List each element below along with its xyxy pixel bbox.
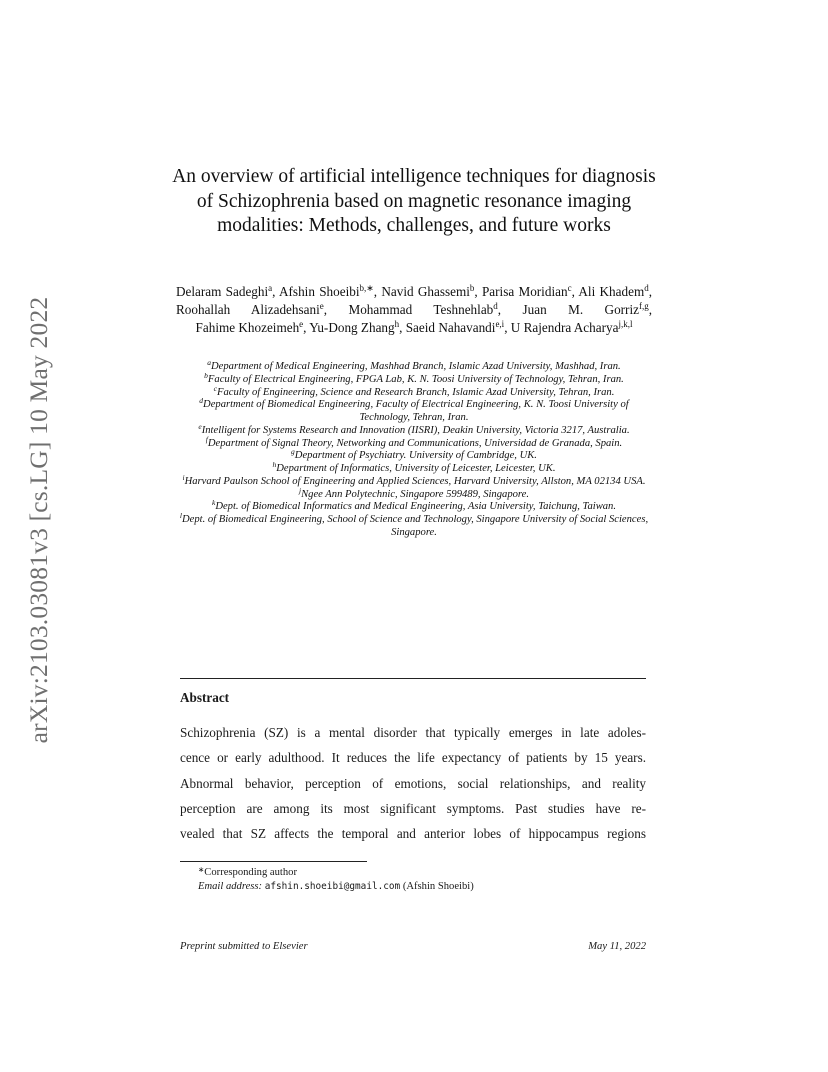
author-name [279, 284, 374, 299]
affiliation-item [176, 434, 652, 451]
arxiv-sidebar [21, 275, 57, 765]
preprint-date: May 11, 2022 [588, 941, 646, 952]
affiliation-item [176, 511, 652, 540]
affiliation-mark: d [199, 396, 204, 406]
affiliation-mark: k [211, 498, 216, 508]
author-affiliation-mark: b,∗ [359, 283, 374, 293]
affiliation-text: Intelligent for Systems Research and Innovation (IISRI), Deakin University, Victoria 3217, Australia. [201, 424, 630, 436]
footnote-mark: ∗ [198, 865, 205, 874]
affiliation-item [176, 498, 652, 514]
affiliation-mark: h [272, 460, 277, 469]
author-name-text: Roohallah Alizadehsani [176, 302, 320, 317]
author-name [578, 284, 648, 299]
affiliation-text: Department of Medical Engineering, Mashhad Branch, Islamic Azad University, Mashhad, Iran. [211, 361, 621, 372]
author-list: Delaram Sadeghi$^a$, Afshin Shoeibi$^{b,∗}$, Navid Ghassemi$^b$, Parisa Moridian$^c$, Ali Khadem$^d$, Roohallah Alizadehsani$^e$, Mohammad Teshnehlab$^d$, Juan M. Gorriz$^{f,g}$, Fahime Khozeimeh$^e$, Yu-Dong Zhang$^h$, Saeid Nahavandi$^{e,i}$, U Rajendra Acharya$^{j,k,l}$ [176, 283, 653, 335]
author-name-text: Parisa Moridian [481, 284, 568, 299]
author-name-text: Ali Khadem [578, 284, 645, 299]
author-affiliation-mark: d [493, 301, 498, 311]
author-name [523, 302, 649, 317]
abstract-top-rule [180, 678, 646, 679]
abstract-heading: Abstract [180, 690, 230, 705]
affiliation-text: Faculty of Electrical Engineering, FPGA Lab, K. N. Toosi University of Technology, Tehran, Iran. [207, 373, 624, 385]
affiliation-text: Ngee Ann Polytechnic, Singapore 599489, Singapore. [301, 488, 529, 500]
affiliation-mark: f [205, 434, 208, 444]
author-name [381, 284, 474, 299]
author-name-text: Delaram Sadeghi [176, 284, 269, 299]
author-affiliation-mark: c [567, 283, 572, 293]
affiliation-item [176, 358, 652, 374]
abstract-line: Schizophrenia (SZ) is a mental disorder that typically emerges in late adoles- [180, 725, 646, 740]
email-address-link[interactable]: afshin.shoeibi@gmail.com [264, 881, 401, 892]
affiliation-text: Dept. of Biomedical Engineering, School of Science and Technology, Singapore University of Social Sciences, Singapore. [181, 514, 649, 538]
affiliation-text: Department of Biomedical Engineering, Faculty of Electrical Engineering, K. N. Toosi University of Technology, Tehran, Iran. [203, 399, 629, 423]
footnote-corresponding [180, 866, 646, 880]
author-affiliation-mark: j,k,l [618, 319, 633, 329]
author-affiliation-mark: e [319, 301, 324, 311]
abstract-line: Abnormal behavior, perception of emotions, social relationships, and reality [180, 775, 646, 791]
author-name-text: Fahime Khozeimeh [195, 320, 300, 335]
author-name-text: Afshin Shoeibi [279, 284, 360, 299]
preprint-note: Preprint submitted to Elsevier [180, 941, 308, 952]
author-name [406, 320, 504, 335]
author-affiliation-mark: d [644, 283, 649, 293]
affiliation-item [176, 447, 652, 463]
author-affiliation-mark: f,g [638, 301, 649, 311]
author-name [309, 320, 399, 335]
author-name-text: Navid Ghassemi [381, 284, 470, 299]
paper-title: An overview of artificial intelligence techniques for diagnosis of Schizophrenia based on magnetic resonance imaging modalities: Methods, challenges, and future works [172, 166, 656, 236]
author-name [482, 284, 572, 299]
affiliation-list [176, 358, 652, 540]
author-affiliation-mark: b [469, 283, 475, 293]
author-name [348, 302, 497, 317]
affiliation-item [176, 421, 652, 438]
author-name-text: Saeid Nahavandi [405, 320, 496, 335]
author-affiliation-mark: a [268, 283, 273, 293]
affiliation-item [176, 370, 652, 387]
footnote [180, 866, 646, 894]
affiliation-mark: l [179, 511, 182, 520]
abstract-line: cence or early adulthood. It reduces the life expectancy of patients by 15 years. [180, 750, 646, 766]
affiliation-text: Faculty of Engineering, Science and Research Branch, Islamic Azad University, Tehran, Iran. [216, 386, 615, 398]
author-name [196, 320, 304, 335]
footnote-email [180, 880, 646, 894]
author-affiliation-mark: e,i [495, 319, 505, 329]
author-name-text: Juan M. Gorriz [522, 302, 639, 317]
affiliation-mark: j [298, 485, 302, 495]
affiliation-text: Harvard Paulson School of Engineering and Applied Sciences, Harvard University, Allston, MA 02134 USA. [184, 475, 646, 487]
affiliation-mark: i [182, 472, 185, 482]
affiliation-item [176, 383, 652, 400]
email-label: Email address: [198, 881, 263, 892]
author-name [176, 302, 324, 317]
affiliation-mark: a [207, 358, 212, 367]
footnote-rule [180, 861, 367, 862]
affiliation-item [176, 472, 652, 489]
author-name-text: Mohammad Teshnehlab [348, 302, 494, 317]
affiliation-text: Department of Informatics, University of Leicester, Leicester, UK. [276, 463, 556, 474]
email-owner: (Afshin Shoeibi) [402, 881, 474, 892]
affiliation-mark: g [291, 447, 295, 457]
author-name-text: Yu-Dong Zhang [309, 320, 395, 335]
affiliation-text: Department of Signal Theory, Networking and Communications, Universidad de Granada, Spain. [207, 437, 623, 449]
affiliation-text: Dept. of Biomedical Informatics and Medical Engineering, Asia University, Taichung, Taiwan. [215, 501, 617, 513]
affiliation-mark: c [213, 383, 217, 393]
corresponding-label: Corresponding author [204, 867, 297, 878]
affiliation-item [176, 460, 652, 476]
affiliation-mark: e [198, 421, 202, 431]
abstract-line: vealed that SZ affects the temporal and anterior lobes of hippocampus regions [180, 826, 646, 842]
arxiv-identifier: arXiv:2103.03081v3 [cs.LG] 10 May 2022 [24, 296, 53, 744]
affiliation-item [176, 485, 652, 502]
author-affiliation-mark: h [394, 319, 400, 329]
abstract-line: perception are among its most significant symptoms. Past studies have re- [180, 800, 646, 816]
author-name-text: U Rajendra Acharya [510, 320, 619, 335]
affiliation-text: Department of Psychiatry. University of Cambridge, UK. [294, 450, 537, 462]
author-affiliation-mark: e [299, 319, 304, 329]
author-name [511, 320, 633, 335]
author-name [176, 284, 272, 299]
affiliation-item [176, 396, 652, 425]
affiliation-mark: b [204, 370, 208, 380]
abstract-text [180, 720, 646, 846]
